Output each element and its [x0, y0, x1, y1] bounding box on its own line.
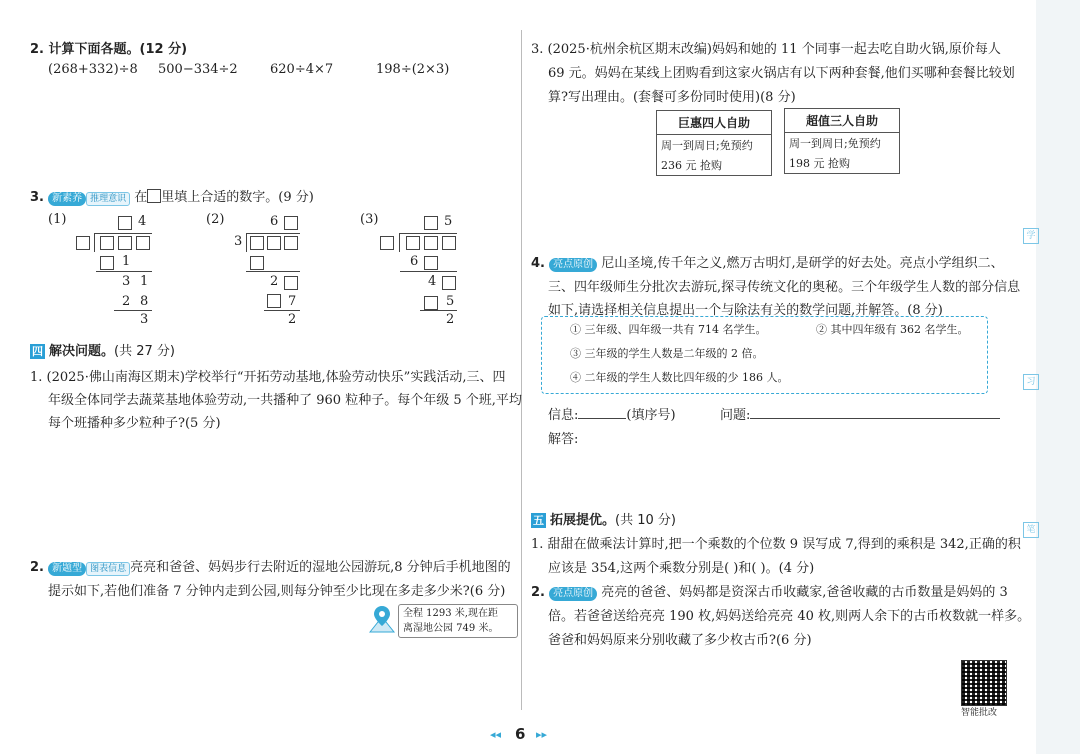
blank-box[interactable]: [100, 236, 114, 250]
q3-heading: [30, 186, 314, 206]
new-type-tag: 新题型: [48, 562, 86, 576]
question-label: 问题:: [720, 408, 751, 423]
p1-line-3: 每个班播种多少粒种子?(5 分): [48, 416, 221, 431]
blank-box[interactable]: [118, 216, 132, 230]
section-5-icon: 五: [533, 514, 544, 527]
digit: 4: [428, 274, 437, 289]
p2-line-1: [30, 556, 511, 576]
e2-line-2: 倍。若爸爸送给亮亮 190 枚,妈妈送给亮亮 40 枚,则两人余下的古币枚数就一样多。: [548, 609, 1031, 624]
q2-heading: 2. 计算下面各题。(12 分): [30, 42, 188, 57]
blank-box[interactable]: [442, 236, 456, 250]
digit: 2: [122, 294, 131, 309]
side-tab-3[interactable]: 笔: [1023, 522, 1039, 538]
package-four-price: 236 元 抢购: [661, 159, 722, 172]
digit: 8: [140, 294, 149, 309]
package-three-title: 超值三人自助: [785, 109, 899, 133]
info-answer-row: [548, 404, 676, 423]
q2-expr-2: 500−334÷2: [158, 62, 238, 77]
section-5-title: 拓展提优。: [550, 513, 616, 528]
info-hint: (填序号): [626, 408, 676, 423]
r-q4-line-1: [531, 252, 1004, 272]
p2-line-2: 提示如下,若他们准备 7 分钟内走到公园,则每分钟至少比现在多走多少米?(6 分): [48, 584, 506, 599]
digit: 1: [122, 254, 131, 269]
next-page-icon[interactable]: ▸▸: [536, 728, 548, 741]
package-three-price: 198 元 抢购: [789, 157, 850, 170]
q3-text-post: 里填上合适的数字。(9 分): [161, 190, 314, 205]
e1-line-1: 1. 甜甜在做乘法计算时,把一个乘数的个位数 9 误写成 7,得到的乘积是 342,正确的积: [531, 537, 1021, 552]
section-4-score: (共 27 分): [114, 344, 175, 359]
digit: 7: [288, 294, 297, 309]
info-box: [541, 316, 988, 394]
r-q3-line-2: 69 元。妈妈在某线上团购看到这家火锅店有以下两种套餐,他们买哪种套餐比较划: [548, 66, 1015, 81]
e1-line-2: 应该是 354,这两个乘数分别是( )和( )。(4 分): [548, 561, 815, 576]
section-4-heading: [30, 340, 175, 359]
section-4-icon: 四: [32, 345, 43, 358]
digit: 3: [140, 312, 149, 327]
blank-box[interactable]: [100, 256, 114, 270]
blank-box[interactable]: [284, 276, 298, 290]
e2-number: 2.: [531, 585, 545, 600]
digit: 6: [270, 214, 279, 229]
blank-box[interactable]: [267, 236, 281, 250]
e2-line-1: [531, 581, 1008, 601]
blank-box[interactable]: [424, 296, 438, 310]
reasoning-tag: 推理意识: [86, 192, 130, 206]
blank-box[interactable]: [406, 236, 420, 250]
p2-number: 2.: [30, 560, 44, 575]
map-hint-line-2: 离湿地公园 749 米。: [403, 623, 499, 634]
blank-square-icon: [147, 189, 161, 203]
side-tab-2[interactable]: 习: [1023, 374, 1039, 390]
q3-number: 3.: [30, 190, 44, 205]
info-2: ② 其中四年级有 362 名学生。: [816, 323, 969, 336]
blank-box[interactable]: [118, 236, 132, 250]
digit: 3: [122, 274, 131, 289]
side-tab-1[interactable]: 学: [1023, 228, 1039, 244]
digit: 6: [410, 254, 419, 269]
blank-box[interactable]: [442, 276, 456, 290]
blank-box[interactable]: [284, 216, 298, 230]
r-q4-text-1: 尼山圣境,传千年之义,燃万古明灯,是研学的好去处。亮点小学组织二、: [601, 256, 1004, 271]
divisor: 3: [234, 234, 243, 249]
r-q4-line-3: 如下,请选择相关信息提出一个与除法有关的数学问题,并解答。(8 分): [548, 303, 943, 318]
digit: 5: [446, 294, 455, 309]
p1-line-2: 年级全体同学去蔬菜基地体验劳动,一共播种了 960 粒种子。每个年级 5 个班,平均: [48, 393, 522, 408]
q3-text-pre: 在: [134, 190, 148, 205]
section-4-title: 解决问题。: [49, 344, 115, 359]
blank-box[interactable]: [424, 216, 438, 230]
e2-line-3: 爸爸和妈妈原来分别收藏了多少枚古币?(6 分): [548, 633, 812, 648]
r-q4-line-2: 三、四年级师生分批次去游玩,探寻传统文化的奥秘。三个年级学生人数的部分信息: [548, 280, 1021, 295]
blank-box[interactable]: [250, 236, 264, 250]
answer-label: 解答:: [548, 432, 579, 447]
blank-box[interactable]: [267, 294, 281, 308]
digit: 5: [444, 214, 453, 229]
info-4: ④ 二年级的学生人数比四年级的少 186 人。: [570, 371, 789, 384]
q2-expr-3: 620÷4×7: [270, 62, 334, 77]
digit: 1: [140, 274, 149, 289]
q2-expr-1: (268+332)÷8: [48, 62, 138, 77]
new-literacy-tag: 新素养: [48, 192, 86, 206]
division-puzzle-3-label: (3): [360, 212, 379, 227]
map-pin-icon: [368, 604, 396, 634]
blank-box[interactable]: [424, 256, 438, 270]
question-row: [720, 404, 1000, 423]
right-margin-stripe: [1036, 0, 1080, 754]
blank-box[interactable]: [250, 256, 264, 270]
package-card-three: [784, 108, 900, 174]
chart-info-tag: 图表信息: [86, 562, 130, 576]
e2-text-1: 亮亮的爸爸、妈妈都是资深古币收藏家,爸爸收藏的古币数量是妈妈的 3: [601, 585, 1008, 600]
package-card-four: [656, 110, 772, 176]
map-hint-line-1: 全程 1293 米,现在距: [403, 608, 498, 619]
section-5-score: (共 10 分): [615, 513, 676, 528]
r-q3-line-1: 3. (2025·杭州余杭区期末改编)妈妈和她的 11 个同事一起去吃自助火锅,原价每人: [531, 42, 1001, 57]
original-tag-2: 亮点原创: [549, 587, 597, 601]
prev-page-icon[interactable]: ◂◂: [490, 728, 502, 741]
info-blank[interactable]: [578, 408, 626, 419]
package-three-days: 周一到周日;免预约: [789, 137, 881, 150]
question-blank[interactable]: [750, 408, 1000, 419]
division-puzzle-1-label: (1): [48, 212, 67, 227]
qr-code-icon[interactable]: [961, 660, 1007, 706]
digit: 2: [288, 312, 297, 327]
info-label: 信息:: [548, 408, 579, 423]
digit: 2: [270, 274, 279, 289]
info-3: ③ 三年级的学生人数是二年级的 2 倍。: [570, 347, 764, 360]
map-hint-box: [398, 604, 518, 638]
blank-box[interactable]: [284, 236, 298, 250]
blank-box[interactable]: [76, 236, 90, 250]
page-number: 6: [515, 725, 526, 743]
column-divider: [521, 30, 522, 710]
blank-box[interactable]: [380, 236, 394, 250]
q2-expr-4: 198÷(2×3): [376, 62, 450, 77]
section-5-heading: [531, 509, 676, 528]
digit: 4: [138, 214, 147, 229]
blank-box[interactable]: [424, 236, 438, 250]
digit: 2: [446, 312, 455, 327]
p2-text-1: 亮亮和爸爸、妈妈步行去附近的湿地公园游玩,8 分钟后手机地图的: [130, 560, 511, 575]
package-four-days: 周一到周日;免预约: [661, 139, 753, 152]
r-q4-number: 4.: [531, 256, 545, 271]
package-four-title: 巨惠四人自助: [657, 111, 771, 135]
original-tag: 亮点原创: [549, 258, 597, 272]
division-puzzle-2-label: (2): [206, 212, 225, 227]
r-q3-line-3: 算?写出理由。(套餐可多份同时使用)(8 分): [548, 90, 796, 105]
blank-box[interactable]: [136, 236, 150, 250]
p1-line-1: 1. (2025·佛山南海区期末)学校举行“开拓劳动基地,体验劳动快乐”实践活动,三、四: [30, 370, 506, 385]
qr-label: 智能批改: [961, 708, 998, 718]
info-1: ① 三年级、四年级一共有 714 名学生。: [570, 323, 767, 336]
